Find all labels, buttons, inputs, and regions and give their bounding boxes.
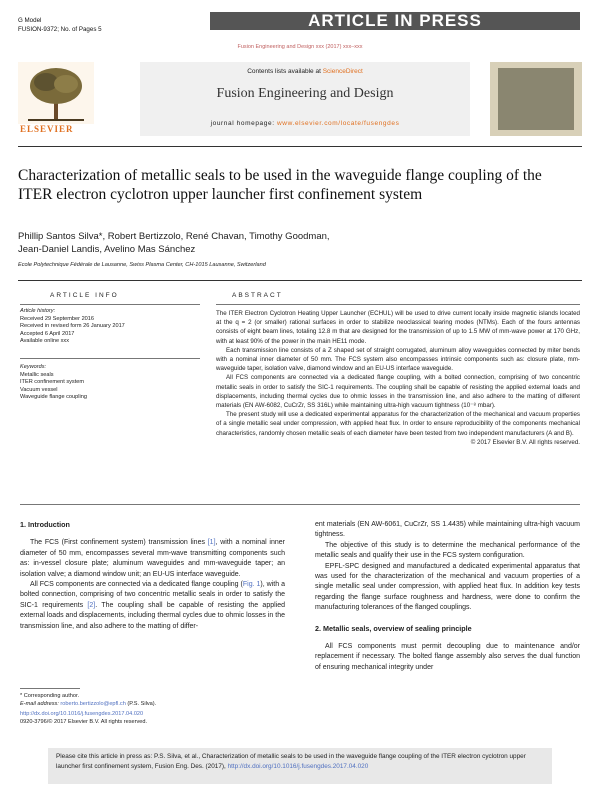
- citation-box: [48, 748, 552, 784]
- history-item: Available online xxx: [20, 338, 70, 345]
- section-2-title: 2. Metallic seals, overview of sealing principle: [315, 623, 472, 633]
- intro-paragraph-1: [20, 538, 285, 580]
- keyword-item: Vacuum vessel: [20, 386, 58, 393]
- code-line-1: G Model: [18, 17, 42, 24]
- contents-line: [140, 68, 470, 75]
- email-label: E-mail address:: [20, 701, 61, 707]
- article-title: Characterization of metallic seals to be used in the waveguide flange coupling of the ITER electron cyclotron upper launcher first confinement system: [18, 167, 542, 203]
- keyword-item: Metallic seals: [20, 371, 54, 378]
- header-divider: [18, 146, 582, 147]
- homepage-link[interactable]: www.elsevier.com/locate/fusengdes: [277, 120, 400, 127]
- text: All FCS components are connected via a dedicated flange coupling (: [30, 581, 243, 589]
- citation-doi-link[interactable]: http://dx.doi.org/10.1016/j.fusengdes.2017.04.020: [227, 762, 369, 770]
- info-rule: [20, 358, 200, 359]
- body-left-column: [20, 520, 285, 632]
- keyword-item: Waveguide flange coupling: [20, 394, 87, 401]
- history-label: Article history:: [20, 308, 56, 314]
- author-list: [18, 230, 578, 256]
- journal-reference[interactable]: Fusion Engineering and Design xxx (2017) xxx–xxx: [237, 44, 363, 50]
- citation-text: Please cite this article in press as: P.S. Silva, et al., Characterization of metallic seals to be used in the waveguide flange coupling of the ITER electron cyclotron upper launcher first confinement system, Fusion Eng. Des. (2017),: [56, 753, 526, 770]
- abstract-paragraph: All FCS components are connected via a dedicated flange coupling, with a bolted connection, comprising of two concentric metallic seals in order to satisfy the SIC-1 requirements. The coupling shall be capable of resisting the applied external loads and displacements, including thermal cycles due to ohmic losses in the transmission line, and also adhere to the matting of different materials (EN AW-6082, CuCrZr, SS 316L) while maintaining ultra-high vacuum tightness (10⁻⁸ mbar).: [216, 374, 580, 410]
- issn-line: 0920-3796/© 2017 Elsevier B.V. All rights reserved.: [20, 719, 148, 725]
- keyword-item: ITER confinement system: [20, 379, 85, 386]
- authors-line-2: Jean-Daniel Landis, Avelino Mas Sánchez: [18, 244, 196, 255]
- history-item: Received 29 September 2016: [20, 315, 95, 322]
- body-right-column: [315, 520, 580, 673]
- abstract-rule: [216, 304, 580, 305]
- email-link[interactable]: roberto.bertizzolo@epfl.ch: [60, 701, 126, 707]
- intro-paragraph-2: [20, 580, 285, 632]
- email-suffix: (P.S. Silva).: [125, 701, 157, 707]
- sciencedirect-link[interactable]: ScienceDirect: [322, 68, 363, 75]
- article-history: [20, 308, 200, 346]
- abstract-end-rule: [20, 504, 580, 505]
- journal-name: Fusion Engineering and Design: [216, 86, 394, 101]
- history-item: Accepted 6 April 2017: [20, 330, 75, 337]
- ref-link[interactable]: [1]: [207, 539, 216, 547]
- abstract-paragraph: Each transmission line consists of a Z shaped set of straight corrugated, aluminum alloy waveguides connected by miter bends with a nominal inner diameter of 50 mm. The FCS system also encompasses intrinsic components such as: closure plate, mm-waveguide taper, isolation valve, diamond window and an EU-US interface waveguide.: [216, 346, 580, 373]
- doi-link[interactable]: http://dx.doi.org/10.1016/j.fusengdes.2017.04.020: [20, 711, 144, 717]
- article-in-press-banner: ARTICLE IN PRESS: [210, 12, 580, 30]
- figure-link[interactable]: Fig. 1: [242, 581, 261, 589]
- right-paragraph-2: The objective of this study is to determine the mechanical performance of the metallic seals and qualify their use in the FCS system configuration.: [315, 541, 580, 560]
- abstract-text: [216, 309, 580, 447]
- ref-link[interactable]: [2]: [87, 601, 96, 609]
- contents-prefix: Contents lists available at: [247, 68, 323, 75]
- text: , with a nominal inner diameter of 50 mm, encompasses several mm-wave transmitting components such as: in-vessel closure plate; aluminum waveguides and mm-waveguide taper; an isolation valve; a diamond window unit; an EU-US interface waveguide.: [20, 539, 285, 578]
- right-paragraph-1: ent materials (EN AW-6061, CuCrZr, SS 1.4435) while maintaining ultra-high vacuum tightness.: [315, 521, 580, 539]
- info-rule: [20, 304, 200, 305]
- abstract-copyright: © 2017 Elsevier B.V. All rights reserved.: [470, 438, 580, 446]
- keywords: [20, 364, 200, 402]
- journal-homepage: [140, 120, 470, 127]
- email-line: [20, 700, 285, 708]
- abstract-paragraph: The ITER Electron Cyclotron Heating Upper Launcher (ECHUL) will be used to drive current locally inside magnetic islands located at the q = 2 (or smaller) rational surfaces in order to stabilize neoclassical tearing modes (NTMs). Each of the fours antennas consists of eight beam lines, totaling 12.8 m that are designed for the transmission of up to 1.5 MW of mm-wave power at 170 GHz, with at least 90% of the power in the main HE11 mode.: [216, 310, 580, 345]
- abstract-heading: ABSTRACT: [232, 292, 283, 299]
- authors-line-1: Phillip Santos Silva*, Robert Bertizzolo, René Chavan, Timothy Goodman,: [18, 231, 330, 242]
- footnotes: [20, 692, 285, 726]
- code-line-2: FUSION-9372; No. of Pages 5: [18, 26, 102, 33]
- affiliation: Ecole Polytechnique Fédérale de Lausanne, Swiss Plasma Center, CH-1015 Lausanne, Switzerland: [18, 262, 266, 268]
- right-paragraph-3: EPFL-SPC designed and manufactured a dedicated experimental apparatus that was used for the characterization of the mechanical and vacuum properties of a single metallic seal under compression, with applied heat flux. In addition key tests regarding the flange surface roughness and hardness, were done to confirm the manufacturing tolerances of the flanged couplings.: [315, 562, 580, 612]
- abstract-paragraph: The present study will use a dedicated experimental apparatus for the characterization of the mechanical and vacuum properties of a single metallic seal under compression, with applied heat flux. In order to ensure reproducibility of the components mechanical characteristics, randomly chosen metallic seals of each diameter have been tested from two independent manufacturers (A and B).: [216, 411, 580, 437]
- article-info-heading: ARTICLE INFO: [50, 292, 119, 299]
- section-1-title: 1. Introduction: [20, 520, 70, 529]
- cover-image: [498, 68, 574, 130]
- title-divider: [18, 280, 582, 281]
- history-item: Received in revised form 26 January 2017: [20, 323, 125, 330]
- text: ), with a bolted connection, comprising of two concentric metallic seals in order to satisfy the SIC-1 requirements: [20, 581, 285, 609]
- article-code: [18, 16, 102, 34]
- keywords-label: Keywords:: [20, 364, 47, 370]
- text: . The coupling shall be capable of resisting the applied external loads and displacements, including thermal cycles due to ohmic losses in the transmission line, and also adhere to the matting of differ-: [20, 601, 286, 630]
- corresponding-author: * Corresponding author.: [20, 693, 80, 699]
- footnote-rule: [20, 688, 80, 689]
- homepage-prefix: journal homepage:: [210, 120, 278, 127]
- section-2-paragraph: All FCS components must permit decoupling due to maintenance and/or replacement if necessary. The bolted flange assembly also serves the dual function of ensuring mechanical integrity under: [315, 643, 580, 671]
- publisher-name: ELSEVIER: [20, 124, 74, 134]
- text: The FCS (First confinement system) transmission lines: [30, 539, 208, 547]
